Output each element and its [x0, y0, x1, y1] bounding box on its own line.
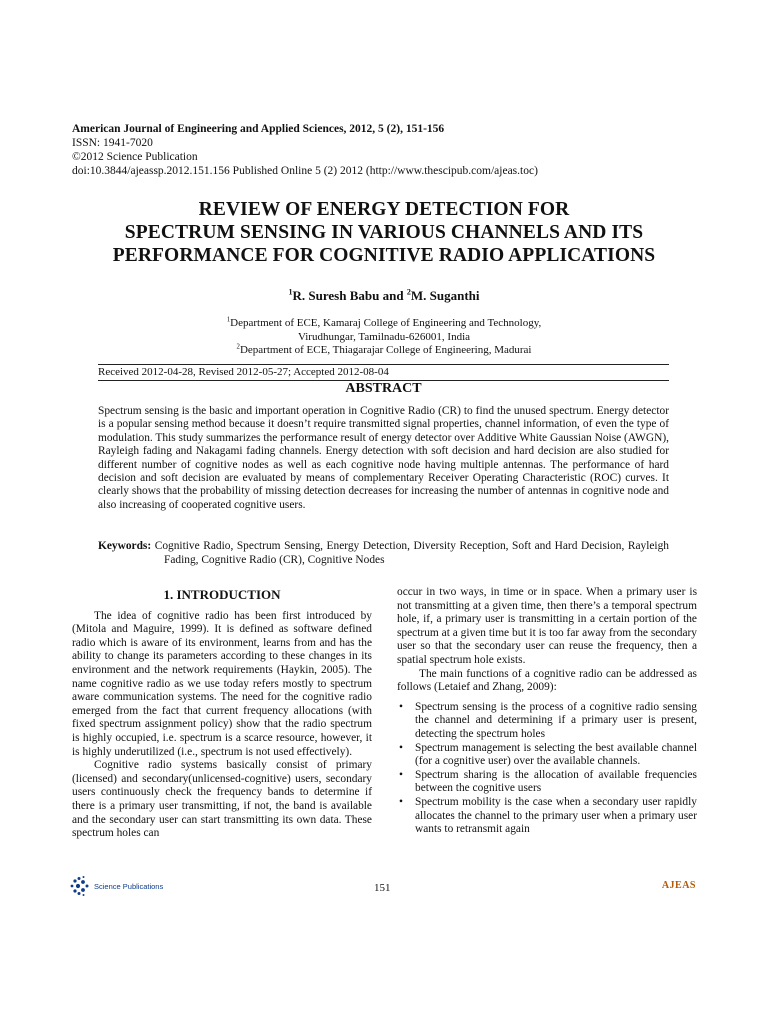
bullet-icon: •: [399, 795, 403, 808]
affiliation-sup: 1: [226, 316, 231, 324]
journal-citation: American Journal of Engineering and Applied Sciences, 2012, 5 (2), 151-156: [72, 123, 445, 135]
affiliation-sup: 2: [236, 343, 240, 351]
affiliations: [72, 317, 696, 358]
keywords: [98, 540, 669, 567]
author-sup: 1: [288, 287, 293, 297]
title-line: SPECTRUM SENSING IN VARIOUS CHANNELS AND ITS: [124, 222, 644, 243]
journal-header: [72, 122, 712, 178]
publisher-logo: [68, 875, 163, 897]
affiliation-text: Department of ECE, Thiagarajar College of Engineering, Madurai: [239, 344, 532, 356]
list-item-text: Spectrum management is selecting the best available channel (for a cognitive user) over the available channels.: [415, 741, 697, 768]
title-line: PERFORMANCE FOR COGNITIVE RADIO APPLICATIONS: [112, 245, 656, 266]
abstract-heading: ABSTRACT: [345, 381, 422, 396]
globe-icon: [68, 875, 92, 897]
affiliation-1: [72, 317, 696, 331]
affiliation-1-line2: Virudhungar, Tamilnadu-626001, India: [297, 330, 471, 343]
paragraph: occur in two ways, in time or in space. When a primary user is not transmitting at a given time, then there’s a temporal spectrum hole, if, a primary user is transmitting in a certain portion of the spectrum at a given time but it is too far away from the secondary user so that the secondary user can reuse the frequency, then a spatial spectrum hole exists.: [397, 586, 697, 666]
author-list: [72, 288, 696, 304]
list-item: [397, 796, 697, 837]
list-item: [397, 701, 697, 742]
affiliation-2: [72, 344, 696, 358]
bullet-icon: •: [399, 768, 403, 781]
affiliation-text: Department of ECE, Kamaraj College of Engineering and Technology,: [230, 317, 542, 329]
list-item: [397, 742, 697, 769]
author-name: M. Suganthi: [410, 288, 480, 303]
paragraph: The main functions of a cognitive radio can be addressed as follows (Letaief and Zhang, 2009):: [397, 667, 697, 694]
abstract-text: Spectrum sensing is the basic and important operation in Cognitive Radio (CR) to find the unused spectrum. Energy detector is a popular sensing method because it doesn’t require transmitted signal properties, channel information, of even the type of modulation. This study summarizes the performance result of energy detector over Additive White Gaussian Noise (AWGN), Rayleigh fading and Nakagami fading channels. Energy detection with soft decision and hard decision are also studied for different number of cognitive nodes as well as each cognitive node having multiple antennas. The performance of hard decision and soft decision are evaluated by means of complementary Receiver Operating Characteristic (ROC) curves. It clearly shows that the probability of missing detection decreases for increasing the number of antennas in cognitive node and also increasing of cooperated cognitive users.: [98, 405, 669, 511]
author-and: and: [382, 288, 404, 303]
bullet-icon: •: [399, 700, 403, 713]
list-item-text: Spectrum sharing is the allocation of available frequencies between the cognitive users: [415, 768, 697, 795]
paragraph: Cognitive radio systems basically consist of primary (licensed) and secondary(unlicensed-cognitive) users, secondary users continuously check the frequency bands to determine if there is a primary user transmitting, if not, the band is available and the secondary user can start transmitting its own data. These spectrum holes can: [72, 759, 372, 840]
author-sup: 2: [406, 287, 411, 297]
left-column: [72, 586, 372, 841]
keywords-label: Keywords:: [98, 540, 152, 552]
list-item-text: Spectrum mobility is the case when a secondary user rapidly allocates the channel to the primary user when a primary user wants to retransmit again: [415, 795, 697, 836]
journal-abbrev: AJEAS: [661, 880, 696, 891]
received-dates: Received 2012-04-28, Revised 2012-05-27; Accepted 2012-08-04: [98, 366, 389, 378]
list-item: [397, 769, 697, 796]
keywords-text: Cognitive Radio, Spectrum Sensing, Energy Detection, Diversity Reception, Soft and Hard Decision, Rayleigh Fading, Cognitive Radio (CR), Cognitive Nodes: [154, 540, 669, 566]
publisher-name: Science Publications: [94, 881, 164, 891]
section-heading: 1. INTRODUCTION: [163, 587, 281, 602]
divider: [98, 364, 669, 365]
title-line: REVIEW OF ENERGY DETECTION FOR: [198, 199, 570, 220]
list-item-text: Spectrum sensing is the process of a cognitive radio sensing the channel and determining if a primary user is present, detecting the spectrum holes: [415, 700, 697, 740]
page-number: 151: [374, 882, 391, 894]
doi-line: doi:10.3844/ajeassp.2012.151.156 Published Online 5 (2) 2012 (http://www.thescipub.com/ajeas.toc): [72, 165, 538, 177]
bullet-icon: •: [399, 741, 403, 754]
issn: ISSN: 1941-7020: [72, 137, 153, 149]
function-list: [397, 701, 697, 837]
paragraph: The idea of cognitive radio has been first introduced by (Mitola and Maguire, 1999). It is defined as software defined radio which is aware of its environment, learns from and has the ability to change its parameters according to these changes in its environment and the network requirements (Haykin, 2005). The name cognitive radio as we use today refers mostly to spectrum aware communication systems. The need for the cognitive radio emerged from the fact that current frequency allocations (with fixed spectrum assignment policy) show that the radio spectrum is highly occupied, i.e. spectrum is a scarce resource, however, it is highly underutilized (i.e., spectrum is not used effectively).: [72, 609, 372, 758]
paper-title: [72, 198, 696, 267]
author-name: R. Suresh Babu: [292, 288, 380, 303]
copyright: ©2012 Science Publication: [72, 151, 198, 163]
right-column: [397, 586, 697, 837]
